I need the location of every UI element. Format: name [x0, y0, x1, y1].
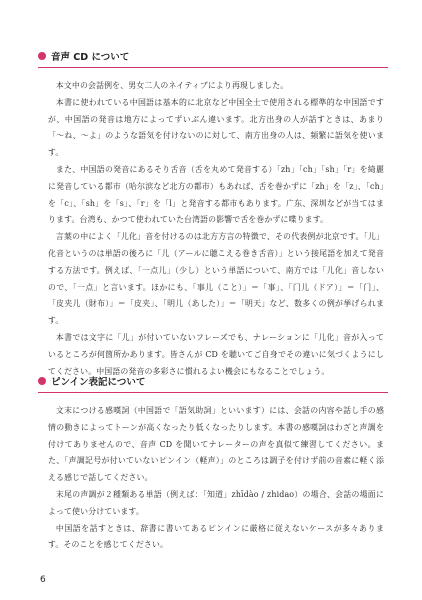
- paragraph: また、中国語の発音にあるそり舌音（舌を丸めて発音する）「zh」「ch」「sh」「r」を綺麗に発音している都市（哈尔滨など北方の都市）もあれば、舌を巻かずに「zh」を「z」、「ch」を「c」、「sh」を「s」、「r」を「l」と発音する都市もあります。广东、深圳などが当てはまります。台湾も、かつて使われていた台湾語の影響で舌を巻かずに喋ります。: [48, 164, 384, 225]
- section-heading: [38, 47, 388, 68]
- bullet-icon: [38, 377, 46, 385]
- bullet-icon: [38, 52, 46, 60]
- paragraph: 末尾の声調が２種類ある単語（例えば：「知道」zhīdào / zhidao）の場合、会話の場面によって使い分けています。: [48, 489, 384, 516]
- section-heading-text: 音声 CD について: [51, 52, 130, 63]
- section-pinyin: [38, 372, 388, 554]
- paragraph: 本書に使われている中国語は基本的に北京など中国全土で使用される標準的な中国語ですが、中国語の発音は地方によってずいぶん違います。北方出身の人が話すときは、あまり「～ね、～よ」のような語気を付けないのに対して、南方出身の人は、頻繁に語気を使います。: [48, 97, 384, 158]
- section-heading-text: ピンイン表記について: [51, 377, 146, 388]
- paragraph: 言葉の中によく「儿化」音を付けるのは北方方言の特徴で、その代表例が北京です。「儿」化音というのは単語の後ろに「儿（アールに聴こえる巻き舌音）」という接尾語を加えて発音する方法です。例えば、「一点儿」（少し）という単語について、南方では「儿化」音しないので、「一点」と言います。ほかにも、「事儿（こと）」＝「事」、「门儿（ドア）」＝「门」、「皮夹儿（財布）」＝「皮夹」、「明儿（あした）」＝「明天」など、数多くの例が挙げられます。: [48, 232, 384, 326]
- paragraph: 文末につける感嘆詞（中国語で「語気助詞」といいます）には、会話の内容や話し手の感情の動きによってトーンが高くなったり低くなったりします。本書の感嘆詞はわざと声調を付けてありませんので、音声 CD を聞いてナレーターの声を真似て練習してください。また、「声調記号が付いていないピンイン（軽声）」のところは調子を付けず前の音素に軽く添える感じで話してください。: [48, 406, 384, 483]
- section-heading: [38, 372, 388, 393]
- section-audio-cd: [38, 47, 388, 380]
- page-number: 6: [40, 575, 46, 585]
- section-body: [38, 403, 388, 554]
- section-body: [38, 78, 388, 380]
- paragraph: 本文中の会話例を、男女二人のネイティブにより再現しました。: [55, 81, 289, 90]
- paragraph: 中国語を話すときは、辞書に書いてあるピンインに厳格に従えないケースが多々あります。そのことを感じてください。: [48, 523, 384, 550]
- paragraph: 本書では文字に「儿」が付いていないフレーズでも、ナレーションに「儿化」音が入っているところが何箇所かあります。皆さんが CD を聴いてご自身でその違いに気づくようにしてください。中国語の発音の多彩さに慣れるよい機会にもなることでしょう。: [48, 332, 384, 376]
